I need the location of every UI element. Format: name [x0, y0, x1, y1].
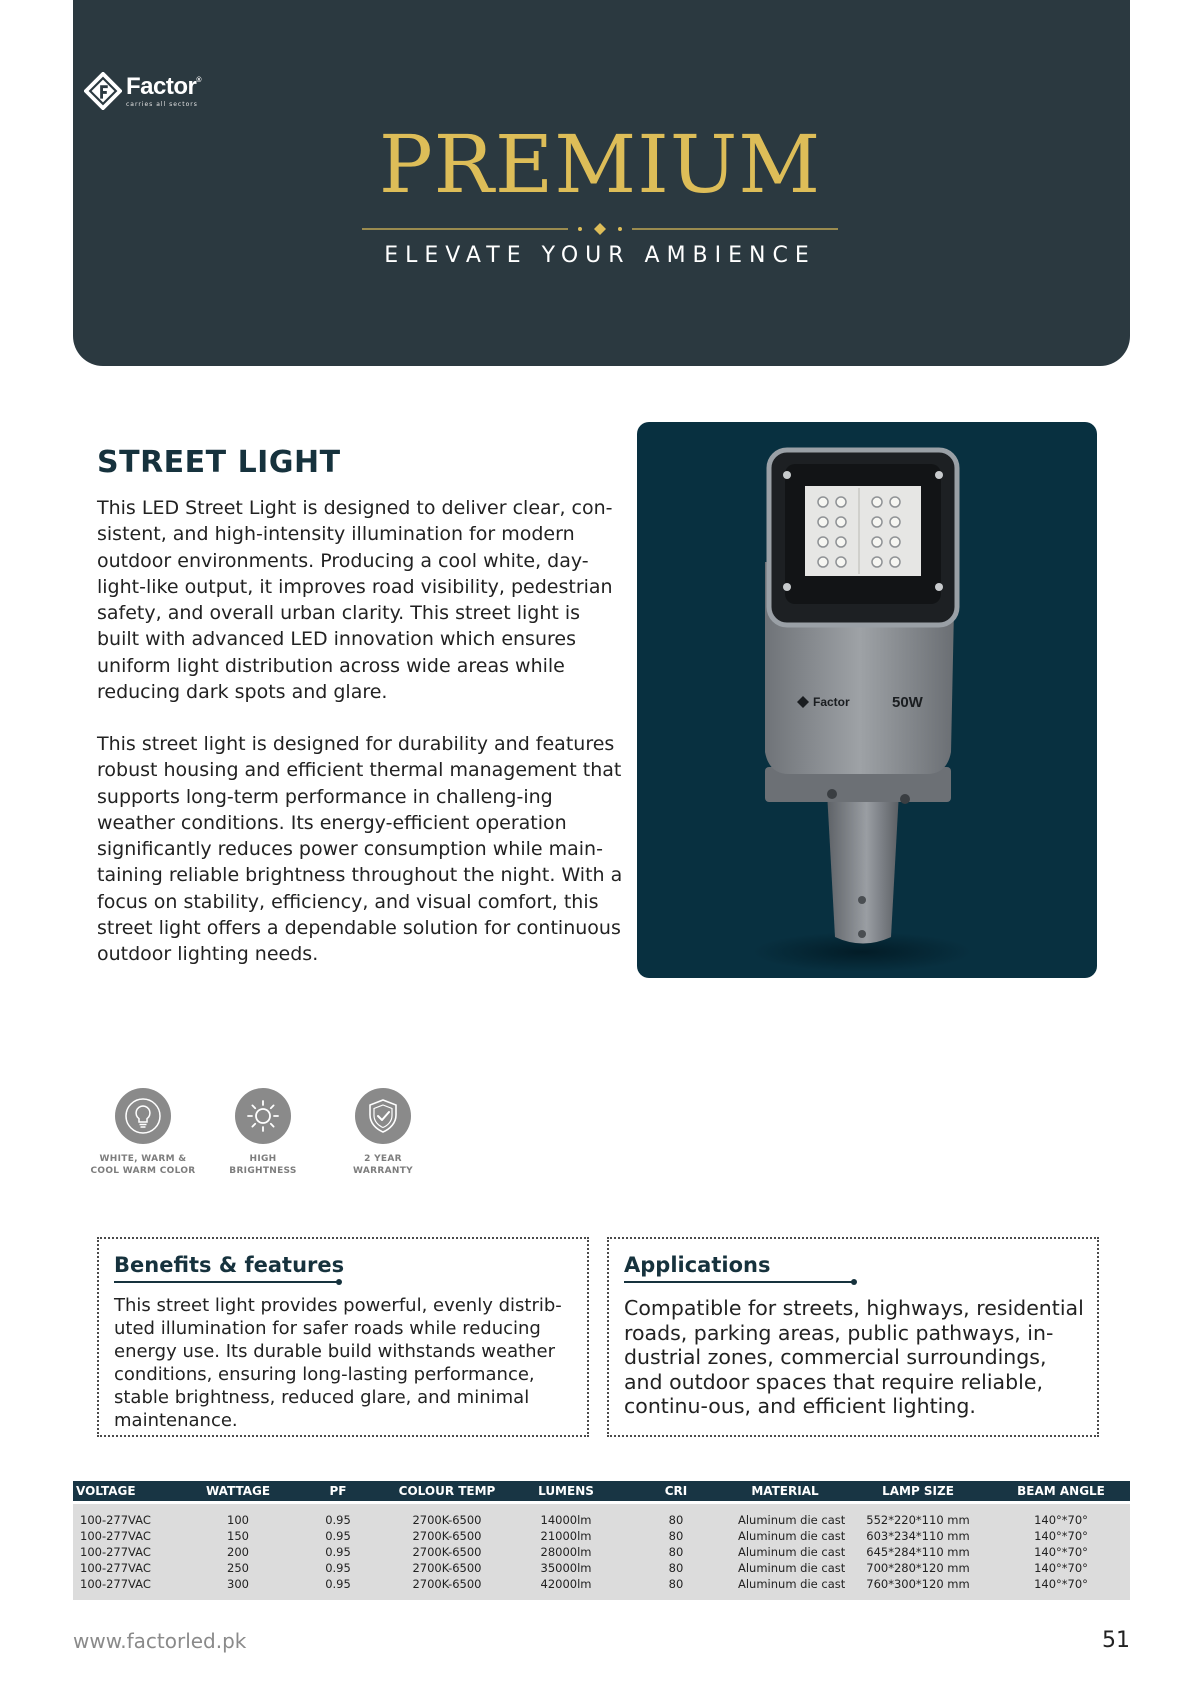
table-cell: 80 — [626, 1528, 726, 1544]
column-header: LUMENS — [506, 1481, 626, 1501]
table-cell: 2700K-6500 — [388, 1576, 506, 1592]
product-description-2: This street light is designed for durability and features robust housing and efficient thermal management that supports long-term performance in challeng-ing weather conditions. Its energy-efficient operation significantly reduces power consumption while main-taining reliable brightness throughout the night. With a focus on stability, efficiency, and visual comfort, this street light offers a dependable solution for continuous outdoor lighting needs. — [97, 733, 623, 966]
feature-warranty — [313, 1088, 453, 1177]
table-cell: 150 — [188, 1528, 288, 1544]
table-cell: 140°*70° — [992, 1512, 1130, 1528]
collection-tagline: ELEVATE YOUR AMBIENCE — [384, 243, 816, 268]
applications-text: Compatible for streets, highways, residential roads, parking areas, public pathways, in-dustrial zones, commercial surroundings, and outdoor spaces that require reliable, continu-ous, and efficient lighting. — [624, 1296, 1084, 1418]
table-cell: 28000lm — [506, 1544, 626, 1560]
table-cell: 42000lm — [506, 1576, 626, 1592]
table-cell: 200 — [188, 1544, 288, 1560]
sun-icon — [243, 1096, 283, 1136]
table-cell: 100 — [188, 1512, 288, 1528]
collection-title: PREMIUM — [378, 118, 822, 211]
table-cell: 35000lm — [506, 1560, 626, 1576]
table-cell: Aluminum die cast — [726, 1528, 844, 1544]
table-cell: 0.95 — [288, 1576, 388, 1592]
table-cell: Aluminum die cast — [726, 1576, 844, 1592]
table-cell: 14000lm — [506, 1512, 626, 1528]
image-watt-label: 50W — [892, 694, 923, 711]
brand-name: Factor — [126, 72, 197, 100]
feature-label-line2: WARRANTY — [353, 1166, 413, 1176]
table-body — [73, 1501, 1130, 1600]
table-cell: 2700K-6500 — [388, 1528, 506, 1544]
table-cell: 0.95 — [288, 1512, 388, 1528]
table-row — [73, 1560, 1130, 1576]
table-row — [73, 1544, 1130, 1560]
table-cell: 0.95 — [288, 1560, 388, 1576]
table-cell: 2700K-6500 — [388, 1512, 506, 1528]
table-cell: 100-277VAC — [73, 1512, 188, 1528]
column-header: MATERIAL — [726, 1481, 844, 1501]
column-header: PF — [288, 1481, 388, 1501]
brand-logo — [84, 72, 201, 110]
page-number: 51 — [1102, 1628, 1130, 1653]
feature-label-line1: WHITE, WARM & — [99, 1154, 187, 1164]
benefits-text: This street light provides powerful, evenly distrib-uted illumination for safer roads while reducing energy use. Its durable build withstands weather conditions, ensuring long-lasting performance, stable brightness, reduced glare, and minimal maintenance. — [114, 1295, 562, 1431]
heading-underline — [114, 1281, 339, 1283]
table-row — [73, 1576, 1130, 1592]
column-header: WATTAGE — [188, 1481, 288, 1501]
product-image — [637, 422, 1097, 978]
benefits-heading: Benefits & features — [114, 1253, 345, 1277]
feature-label-line1: 2 YEAR — [364, 1154, 402, 1164]
table-cell: 100-277VAC — [73, 1576, 188, 1592]
table-header-row — [73, 1481, 1130, 1501]
feature-label-line1: HIGH — [249, 1154, 277, 1164]
feature-label-line2: COOL WARM COLOR — [90, 1166, 196, 1176]
gold-divider-ornament — [362, 222, 838, 236]
table-cell: 250 — [188, 1560, 288, 1576]
table-cell: 0.95 — [288, 1544, 388, 1560]
table-cell: 603*234*110 mm — [844, 1528, 992, 1544]
registered-mark: ® — [196, 76, 202, 84]
table-cell: 140°*70° — [992, 1560, 1130, 1576]
table-cell: 140°*70° — [992, 1528, 1130, 1544]
bulb-icon — [123, 1096, 163, 1136]
heading-underline — [624, 1281, 854, 1283]
image-brand-label: Factor — [813, 695, 850, 709]
product-title: STREET LIGHT — [97, 445, 341, 480]
table-cell: 0.95 — [288, 1528, 388, 1544]
table-cell: 100-277VAC — [73, 1528, 188, 1544]
table-cell: 2700K-6500 — [388, 1544, 506, 1560]
table-cell: 80 — [626, 1512, 726, 1528]
applications-heading: Applications — [624, 1253, 771, 1277]
table-cell: 645*284*110 mm — [844, 1544, 992, 1560]
benefits-box — [97, 1237, 589, 1437]
feature-color-options — [73, 1088, 213, 1177]
table-cell: 700*280*120 mm — [844, 1560, 992, 1576]
table-cell: 80 — [626, 1560, 726, 1576]
column-header: VOLTAGE — [73, 1481, 188, 1501]
table-cell: 80 — [626, 1544, 726, 1560]
table-cell: Aluminum die cast — [726, 1512, 844, 1528]
table-cell: 552*220*110 mm — [844, 1512, 992, 1528]
street-light-illustration — [637, 422, 1097, 978]
column-header: BEAM ANGLE — [992, 1481, 1130, 1501]
specifications-table — [73, 1481, 1130, 1600]
product-description-1: This LED Street Light is designed to deliver clear, con-sistent, and high-intensity illumination for modern outdoor environments. Producing a cool white, day-light-like output, it improves road visibility, pedestrian safety, and overall urban clarity. This street light is built with advanced LED innovation which ensures uniform light distribution across wide areas while reducing dark spots and glare. — [97, 497, 613, 704]
table-cell: 140°*70° — [992, 1544, 1130, 1560]
applications-box — [607, 1237, 1099, 1437]
table-cell: 760*300*120 mm — [844, 1576, 992, 1592]
feature-label-line2: BRIGHTNESS — [229, 1166, 297, 1176]
table-cell: 2700K-6500 — [388, 1560, 506, 1576]
shield-check-icon — [363, 1096, 403, 1136]
table-cell: Aluminum die cast — [726, 1544, 844, 1560]
table-cell: 100-277VAC — [73, 1544, 188, 1560]
table-cell: 21000lm — [506, 1528, 626, 1544]
website-url[interactable]: www.factorled.pk — [73, 1629, 247, 1653]
factor-logo-icon — [84, 72, 122, 110]
column-header: COLOUR TEMP — [388, 1481, 506, 1501]
table-cell: 140°*70° — [992, 1576, 1130, 1592]
column-header: LAMP SIZE — [844, 1481, 992, 1501]
brand-tagline: carries all sectors — [126, 100, 198, 108]
table-row — [73, 1528, 1130, 1544]
table-cell: 80 — [626, 1576, 726, 1592]
table-row — [73, 1512, 1130, 1528]
table-cell: 100-277VAC — [73, 1560, 188, 1576]
table-cell: 300 — [188, 1576, 288, 1592]
table-cell: Aluminum die cast — [726, 1560, 844, 1576]
column-header: CRI — [626, 1481, 726, 1501]
feature-high-brightness — [193, 1088, 333, 1177]
